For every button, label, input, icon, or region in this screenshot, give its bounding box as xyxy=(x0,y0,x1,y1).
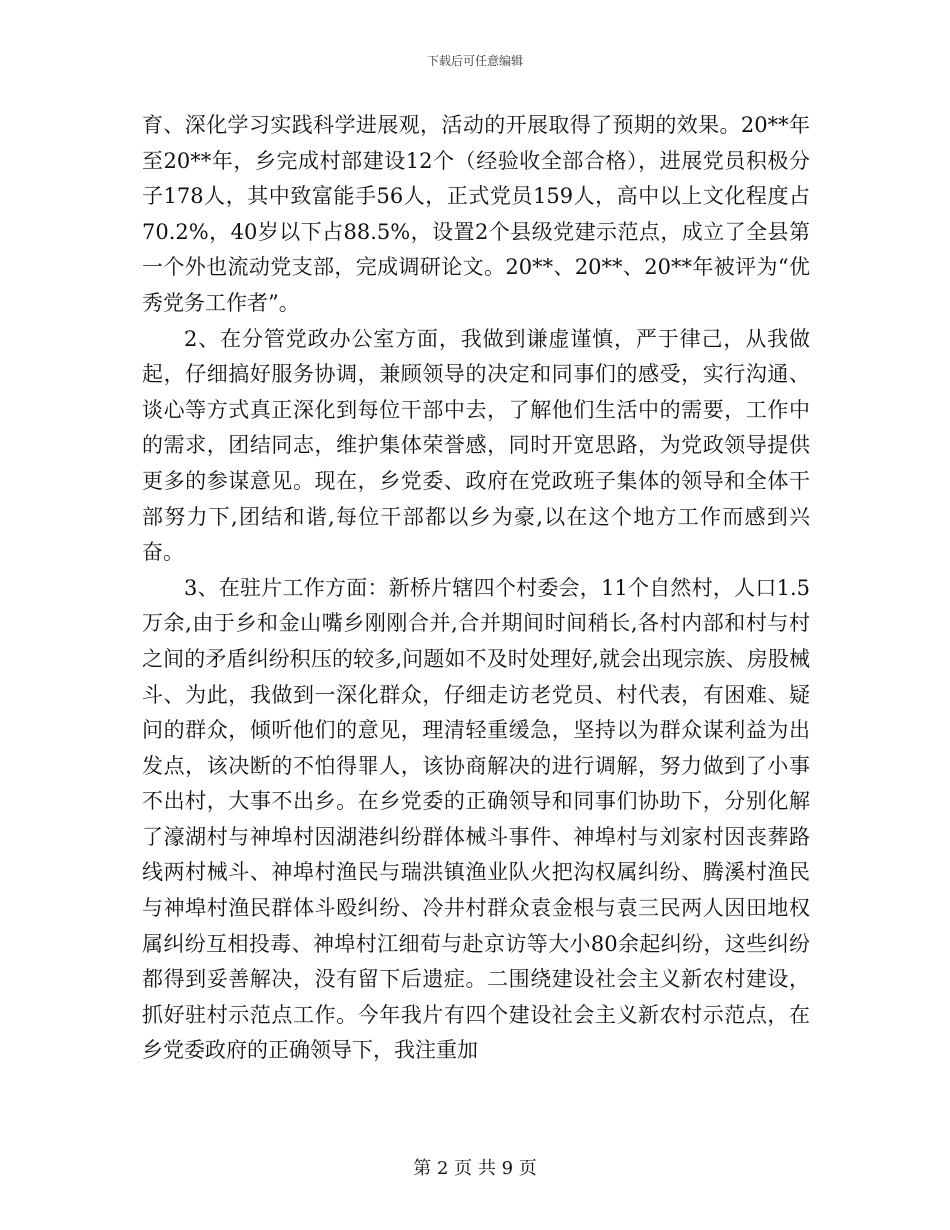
paragraph-2: 2、在分管党政办公室方面，我做到谦虚谨慎，严于律己，从我做起，仔细搞好服务协调，兼顾领导的决定和同事们的感受，实行沟通、谈心等方式真正深化到每位干部中去，了解他们生活中的需要，工作中的需求，团结同志，维护集体荣誉感，同时开宽思路，为党政领导提供更多的参谋意见。现在，乡党委、政府在党政班子集体的领导和全体干部努力下,团结和谐,每位干部都以乡为豪,以在这个地方工作而感到兴奋。 xyxy=(142,326,810,565)
paragraph-1: 育、深化学习实践科学进展观，活动的开展取得了预期的效果。20**年至20**年，乡完成村部建设12个（经验收全部合格），进展党员积极分子178人，其中致富能手56人，正式党员159人，高中以上文化程度占70.2%，40岁以下占88.5%，设置2个县级党建示范点，成立了全县第一个外也流动党支部，完成调研论文。20**、20**、20**年被评为“优秀党务工作者”。 xyxy=(142,113,810,315)
header-note: 下载后可任意编辑 xyxy=(426,54,523,68)
page-number: 第 2 页 共 9 页 xyxy=(413,1158,537,1179)
paragraph-3: 3、在驻片工作方面：新桥片辖四个村委会，11个自然村，人口1.5万余,由于乡和金山嘴乡刚刚合并,合并期间时间稍长,各村内部和村与村之间的矛盾纠纷积压的较多,问题如不及时处理好,就会出现宗族、房股械斗、为此，我做到一深化群众，仔细走访老党员、村代表，有困难、疑问的群众，倾听他们的意见，理清轻重缓急，坚持以为群众谋利益为出发点，该决断的不怕得罪人，该协商解决的进行调解，努力做到了小事不出村，大事不出乡。在乡党委的正确领导和同事们协助下，分别化解了濠湖村与神埠村因湖港纠纷群体械斗事件、神埠村与刘家村因丧葬路线两村械斗、神埠村渔民与瑞洪镇渔业队火把沟权属纠纷、腾溪村渔民与神埠村渔民群体斗殴纠纷、冷井村群众袁金根与袁三民两人因田地权属纠纷互相投毒、神埠村江细荀与赴京访等大小80余起纠纷，这些纠纷都得到妥善解决，没有留下后遗症。二围绕建设社会主义新农村建设，抓好驻村示范点工作。今年我片有四个建设社会主义新农村示范点，在乡党委政府的正确领导下，我注重加 xyxy=(142,575,810,1063)
document-body xyxy=(142,108,810,1069)
